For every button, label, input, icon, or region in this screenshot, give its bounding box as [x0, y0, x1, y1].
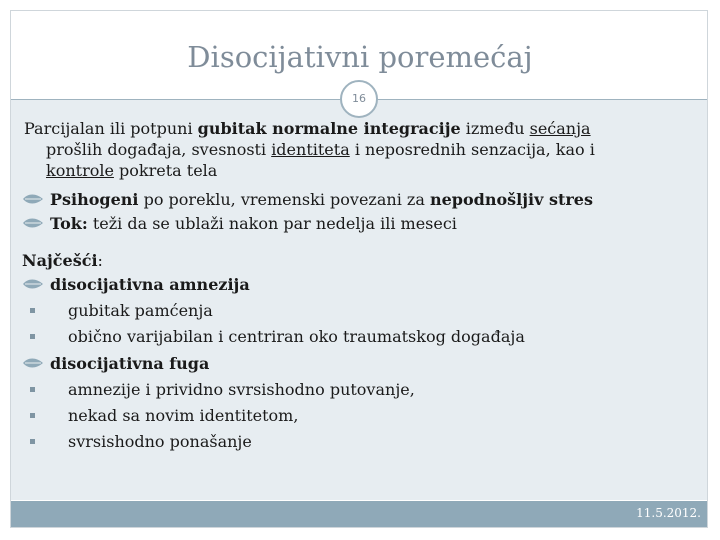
sub-item [22, 326, 702, 347]
sub-item [22, 405, 702, 426]
amnezija-label: disocijativna amnezija [50, 275, 250, 294]
bullet-psihogeni [22, 189, 702, 210]
intro-text: i neposrednih senzacija, kao i [349, 140, 595, 159]
bullet-bold: nepodnošljiv stres [429, 190, 593, 209]
intro-underlined: identiteta [271, 140, 350, 159]
square-bullet-icon [30, 387, 35, 392]
bullet-amnezija [22, 274, 702, 295]
sub-item [22, 379, 702, 400]
intro-text: pokreta tela [113, 161, 218, 180]
square-bullet-icon [30, 308, 35, 313]
intro-text: prošlih događaja, svesnosti [46, 140, 272, 159]
intro-bold: gubitak normalne integracije [197, 119, 461, 138]
bullet-bold: Tok: [50, 214, 88, 233]
leaf-bullet-icon [22, 357, 44, 369]
intro-underlined: kontrole [46, 161, 114, 180]
sub-item-text: svrsishodno ponašanje [68, 432, 252, 451]
intro-text: Parcijalan ili potpuni [24, 119, 198, 138]
bullet-text: teži da se ublaži nakon par nedelja ili meseci [87, 214, 457, 233]
bullet-text: po poreklu, vremenski povezani za [138, 190, 430, 209]
footer-date: 11.5.2012. [636, 506, 701, 520]
slide-body [22, 118, 702, 452]
sub-item [22, 431, 702, 452]
sub-item [22, 300, 702, 321]
intro-text: između [460, 119, 530, 138]
intro-continuation [24, 139, 702, 160]
page-number-badge: 16 [340, 80, 378, 118]
heading-bold: Najčešći [22, 251, 98, 270]
bullet-bold: Psihogeni [50, 190, 139, 209]
square-bullet-icon [30, 334, 35, 339]
fuga-label: disocijativna fuga [50, 354, 210, 373]
najcesci-heading [22, 250, 702, 271]
sub-item-text: amnezije i prividno svrsishodno putovanje, [68, 380, 415, 399]
square-bullet-icon [30, 413, 35, 418]
sub-item-text: obično varijabilan i centriran oko traumatskog događaja [68, 327, 525, 346]
intro-paragraph [24, 118, 702, 181]
footer-bar [11, 501, 707, 527]
intro-continuation [24, 160, 702, 181]
heading-colon: : [97, 251, 103, 270]
intro-underlined: sećanja [529, 119, 591, 138]
bullet-fuga [22, 353, 702, 374]
slide-title: Disocijativni poremećaj [187, 40, 533, 74]
sub-item-text: nekad sa novim identitetom, [68, 406, 299, 425]
leaf-bullet-icon [22, 278, 44, 290]
square-bullet-icon [30, 439, 35, 444]
leaf-bullet-icon [22, 193, 44, 205]
sub-item-text: gubitak pamćenja [68, 301, 213, 320]
leaf-bullet-icon [22, 217, 44, 229]
bullet-tok [22, 213, 702, 234]
